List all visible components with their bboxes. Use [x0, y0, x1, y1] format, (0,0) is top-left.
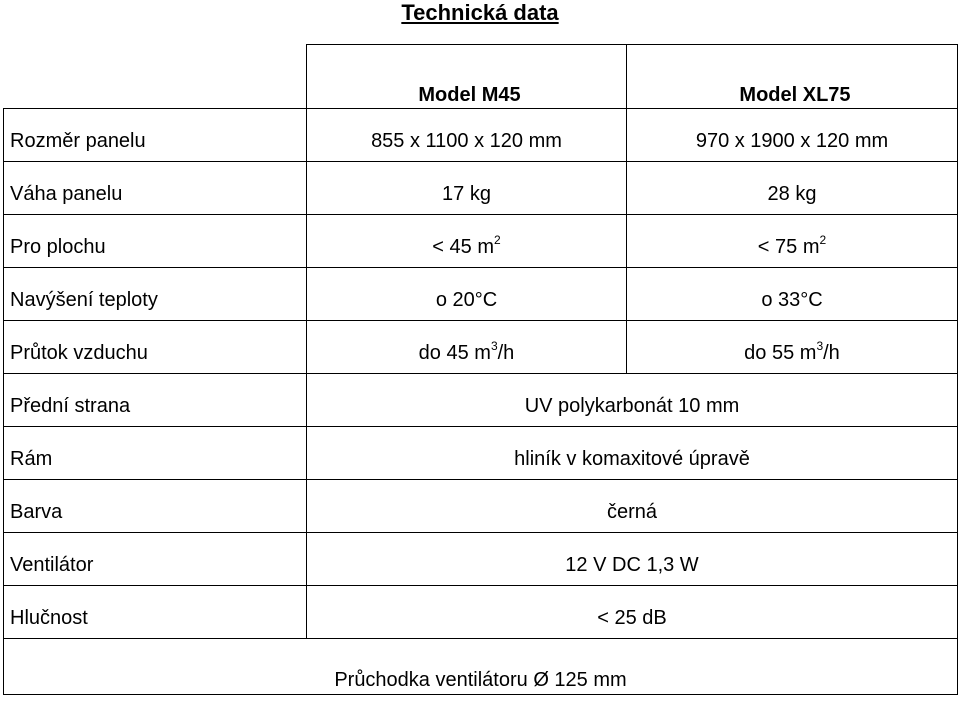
table-row — [4, 162, 958, 215]
header-model-a: Model M45 — [307, 45, 627, 109]
row-label: Hlučnost — [4, 586, 307, 639]
table-row — [4, 374, 958, 427]
page-title: Technická data — [401, 0, 559, 25]
row-label: Barva — [4, 480, 307, 533]
row-label: Přední strana — [4, 374, 307, 427]
row-label: Váha panelu — [4, 162, 307, 215]
row-value-b: o 33°C — [627, 268, 958, 321]
row-shared-value: hliník v komaxitové úpravě — [307, 427, 958, 480]
row-shared-value: < 25 dB — [307, 586, 958, 639]
row-label: Rozměr panelu — [4, 109, 307, 162]
row-value-b — [627, 215, 958, 268]
header-model-b: Model XL75 — [627, 45, 958, 109]
value-text: do 45 m — [418, 342, 491, 364]
table-header-row — [4, 45, 958, 109]
value-text: /h — [497, 342, 515, 364]
table-row — [4, 321, 958, 374]
row-value-a: o 20°C — [307, 268, 627, 321]
row-value-b: 970 x 1900 x 120 mm — [627, 109, 958, 162]
row-shared-value: černá — [307, 480, 958, 533]
row-value-b: 28 kg — [627, 162, 958, 215]
value-text: < 45 m — [432, 236, 494, 258]
superscript: 3 — [816, 339, 824, 353]
row-value-a — [307, 321, 627, 374]
table-row — [4, 109, 958, 162]
row-label: Ventilátor — [4, 533, 307, 586]
table-row — [4, 215, 958, 268]
row-shared-value: 12 V DC 1,3 W — [307, 533, 958, 586]
row-value-b — [627, 321, 958, 374]
table-row — [4, 268, 958, 321]
table-row — [4, 586, 958, 639]
row-label: Navýšení teploty — [4, 268, 307, 321]
table-row — [4, 639, 958, 695]
superscript: 2 — [494, 233, 501, 247]
superscript: 2 — [819, 233, 827, 247]
footer-value: Průchodka ventilátoru Ø 125 mm — [4, 639, 958, 695]
row-label: Průtok vzduchu — [4, 321, 307, 374]
row-label: Rám — [4, 427, 307, 480]
table-row — [4, 427, 958, 480]
header-empty-cell — [4, 45, 307, 109]
table-row — [4, 480, 958, 533]
value-text: do 55 m — [744, 342, 817, 364]
value-text: /h — [823, 342, 840, 364]
superscript: 3 — [490, 339, 498, 353]
row-label: Pro plochu — [4, 215, 307, 268]
value-text: < 75 m — [757, 236, 820, 258]
row-shared-value: UV polykarbonát 10 mm — [307, 374, 958, 427]
row-value-a: 855 x 1100 x 120 mm — [307, 109, 627, 162]
table-row — [4, 533, 958, 586]
row-value-a — [307, 215, 627, 268]
row-value-a: 17 kg — [307, 162, 627, 215]
specs-table — [3, 44, 958, 695]
